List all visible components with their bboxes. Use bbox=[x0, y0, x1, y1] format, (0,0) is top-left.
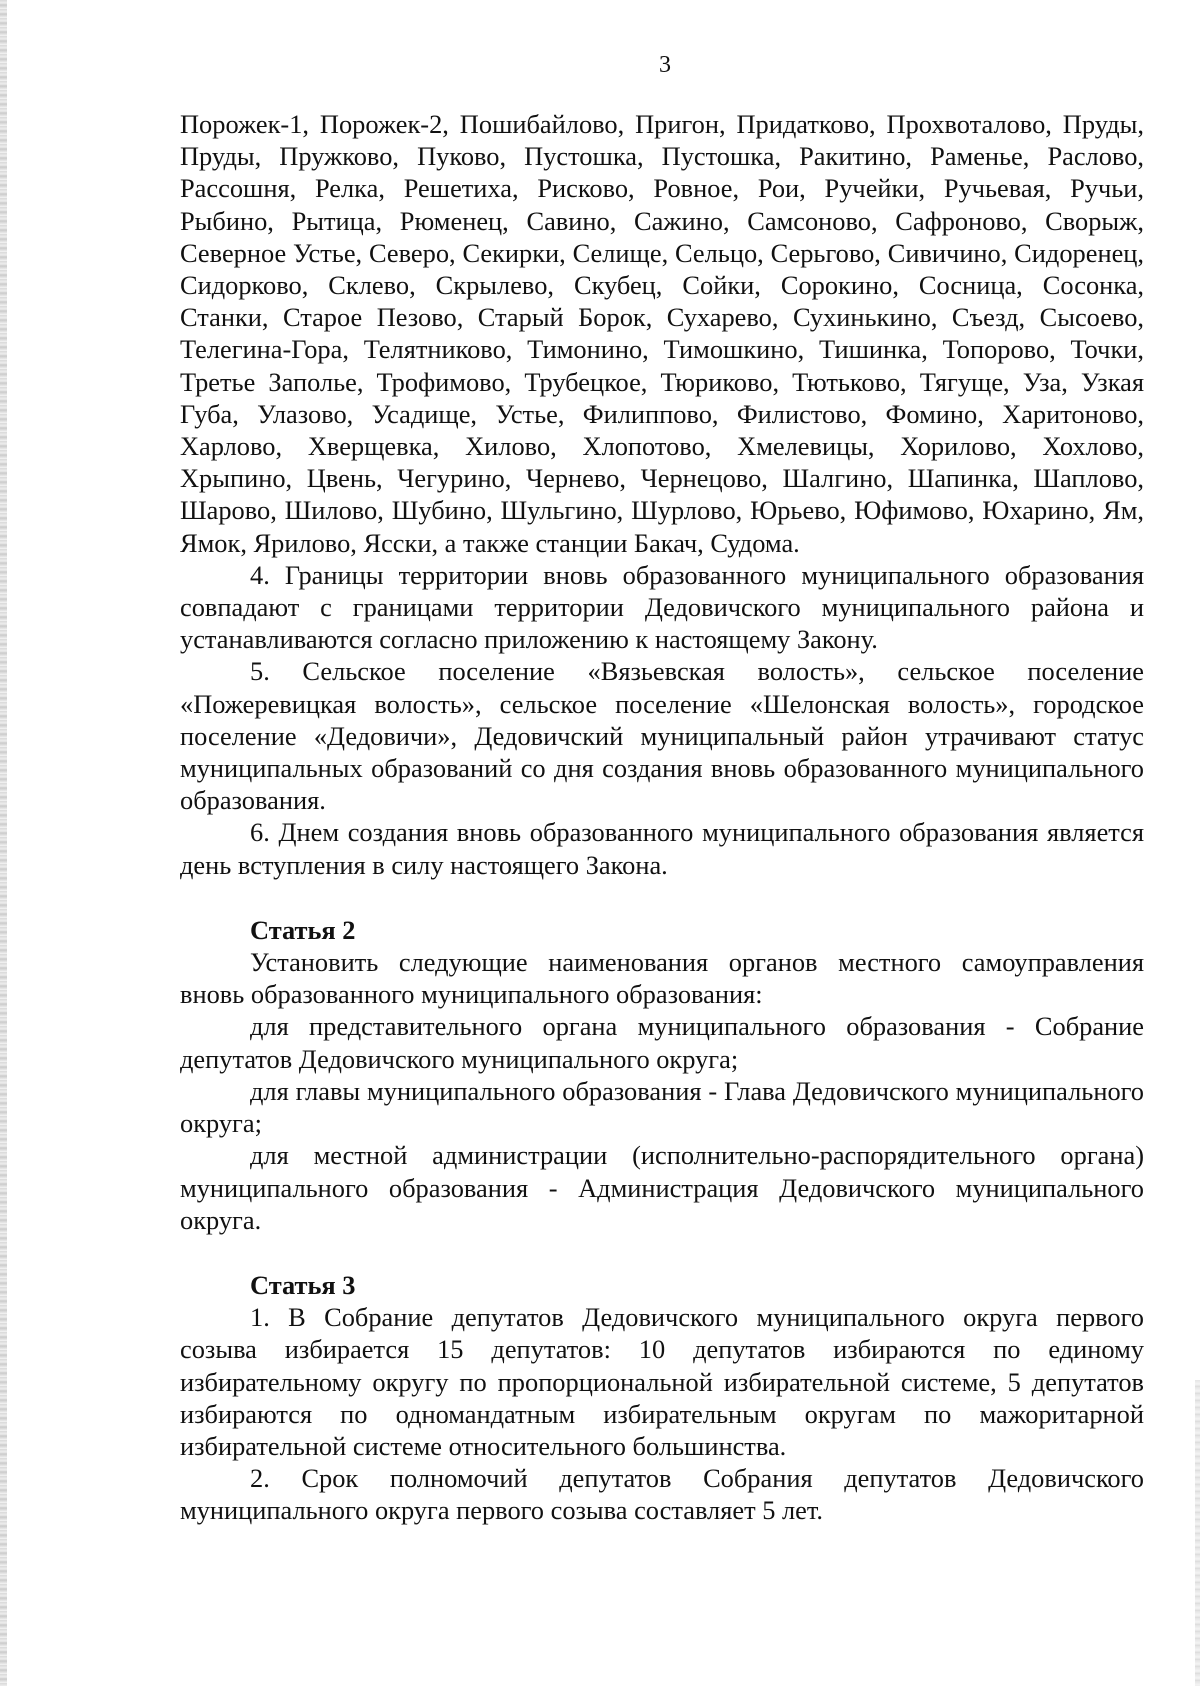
paragraph-5: 5. Сельское поселение «Вязьевская волость», сельское поселение «Пожеревицкая волость», сельское поселение «Шелонская волость», городское поселение «Дедовичи», Дедовичский муниципальный район утрачивают статус муниципальных образований со дня создания вновь образованного муниципального образования. bbox=[180, 656, 1144, 816]
article-2-item-1: для представительного органа муниципального образования - Собрание депутатов Дедовичского муниципального округа; bbox=[180, 1011, 1144, 1074]
scan-edge-left bbox=[0, 0, 7, 1686]
section-gap bbox=[180, 1236, 1144, 1269]
article-2-item-3: для местной администрации (исполнительно-распорядительного органа) муниципального образования - Администрация Дедовичского муниципального округа. bbox=[180, 1140, 1144, 1235]
article-3-paragraph-1: 1. В Собрание депутатов Дедовичского муниципального округа первого созыва избирается 15 депутатов: 10 депутатов избираются по единому избирательному округу по пропорциональной избирательной системе, 5 депутатов избираются по одномандатным избирательным округам по мажоритарной избирательной системе относительного большинства. bbox=[180, 1302, 1144, 1461]
article-3-title: Статья 3 bbox=[250, 1269, 356, 1300]
page-number: 3 bbox=[659, 52, 671, 78]
settlements-list-paragraph: Порожек-1, Порожек-2, Пошибайлово, Пригон, Придатково, Прохвоталово, Пруды, Пруды, Пружково, Пуково, Пустошка, Пустошка, Ракитино, Раменье, Раслово, Рассошня, Релка, Решетиха, Рисково, Ровное, Рои, Ручейки, Ручьевая, Ручьи, Рыбино, Рытица, Рюменец, Савино, Сажино, Самсоново, Сафроново, Сворыж, Северное Устье, Северо, Секирки, Селище, Сельцо, Серьгово, Сивичино, Сидоренец, Сидорково, Склево, Скрылево, Скубец, Сойки, Сорокино, Сосница, Сосонка, Станки, Старое Пезово, Старый Борок, Сухарево, Сухинькино, Съезд, Сысоево, Телегина-Гора, Телятниково, Тимонино, Тимошкино, Тишинка, Топорово, Точки, Третье Заполье, Трофимово, Трубецкое, Тюриково, Тютьково, Тягуще, Уза, Узкая Губа, Улазово, Усадище, Устье, Филиппово, Филистово, Фомино, Харитоново, Харлово, Хверщевка, Хилово, Хлопотово, Хмелевицы, Хорилово, Хохлово, Хрыпино, Цвень, Чегурино, Чернево, Чернецово, Шалгино, Шапинка, Шаплово, Шарово, Шилово, Шубино, Шульгино, Шурлово, Юрьево, Юфимово, Юхарино, Ям, Ямок, Ярилово, Ясски, а также станции Бакач, Судома. bbox=[180, 109, 1144, 558]
section-gap bbox=[180, 881, 1144, 914]
document-body bbox=[180, 108, 1144, 1527]
article-2-intro: Установить следующие наименования органов местного самоуправления вновь образованного муниципального образования: bbox=[180, 947, 1144, 1010]
article-3-paragraph-2: 2. Срок полномочий депутатов Собрания депутатов Дедовичского муниципального округа первого созыва составляет 5 лет. bbox=[180, 1463, 1144, 1526]
scan-edge-right bbox=[1195, 1380, 1200, 1686]
article-2-item-2: для главы муниципального образования - Глава Дедовичского муниципального округа; bbox=[180, 1075, 1144, 1139]
article-2-title: Статья 2 bbox=[250, 914, 356, 945]
paragraph-6: 6. Днем создания вновь образованного муниципального образования является день вступления в силу настоящего Закона. bbox=[180, 817, 1144, 880]
paragraph-4: 4. Границы территории вновь образованного муниципального образования совпадают с границами территории Дедовичского муниципального района и устанавливаются согласно приложению к настоящему Закону. bbox=[180, 559, 1144, 655]
